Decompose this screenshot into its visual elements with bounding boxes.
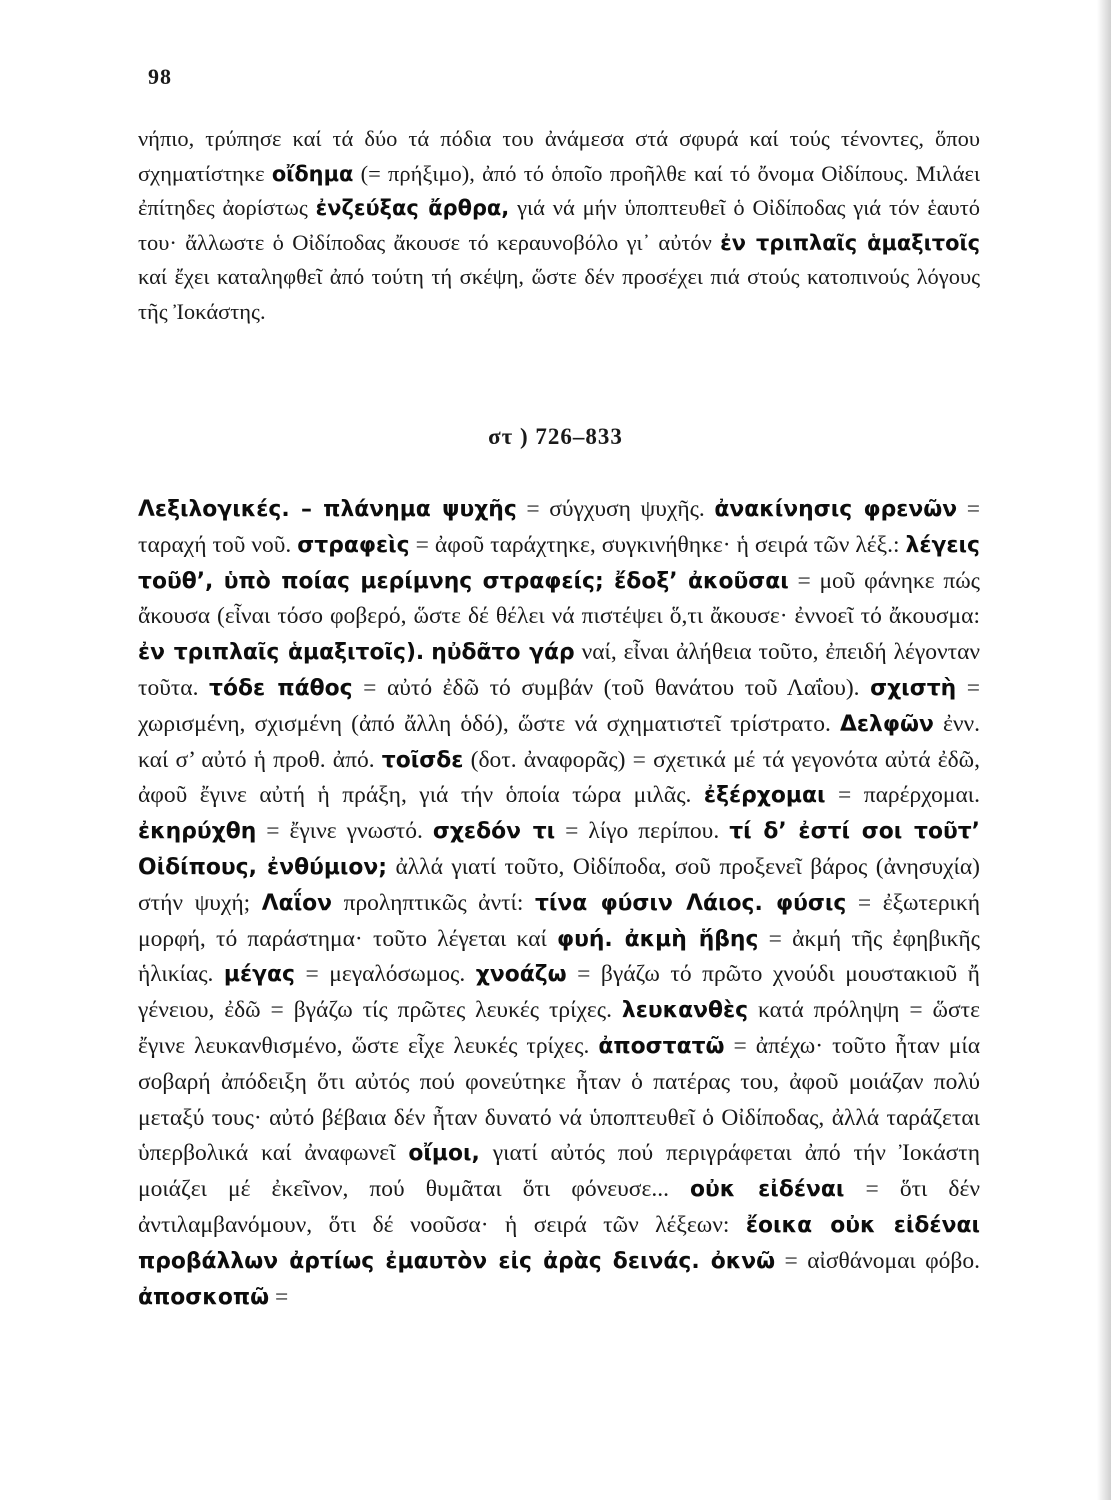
section-heading: στ ) 726–833 bbox=[488, 424, 623, 449]
gloss-text: = μοῦ φάνηκε πώς ἄκουσα (εἶναι τόσο φοβερό, ὥστε δέ θέλει νά πιστέψει ὅ,τι ἄκουσε· ἐννοεῖ τό ἄκουσμα: bbox=[138, 567, 980, 630]
page-edge-shadow bbox=[1097, 0, 1111, 1500]
gloss-text: = bbox=[269, 1283, 289, 1310]
lemma-term: μέγας bbox=[223, 962, 295, 988]
lemma-term: ἐν τριπλαῖς ἁμαξιτοῖς). bbox=[138, 640, 425, 666]
commentary-paragraph-1 bbox=[138, 122, 980, 329]
gloss-text: = ἐξωτερική μορφή, τό παράστημα· τοῦτο λέγεται καί bbox=[138, 889, 981, 952]
lemma-term: φυή. ἀκμὴ ἥβης bbox=[557, 926, 759, 952]
lemma-term: λευκανθὲς bbox=[621, 998, 749, 1024]
gloss-text: καί ἔχει καταληφθεῖ ἀπό τούτη τή σκέψη, ὥστε δέν προσέχει πιά στούς κατοπινούς λόγους τῆς Ἰοκάστης. bbox=[138, 264, 980, 324]
commentary-paragraph-2 bbox=[138, 492, 980, 1315]
gloss-text: = παρέρχομαι. bbox=[825, 782, 980, 809]
gloss-text: (= πρήξιμο), ἀπό τό ὁποῖο προῆλθε καί τό ὄνομα Οἰδίπους. Μιλάει ἐπίτηδες ἀορίστως bbox=[138, 160, 980, 220]
gloss-text: = αἰσθάνομαι φόβο. bbox=[775, 1247, 980, 1274]
page-number: 98 bbox=[148, 64, 172, 89]
lemma-term: ἐν τριπλαῖς ἁμαξιτοῖς bbox=[720, 230, 980, 255]
gloss-text: = λίγο περίπου. bbox=[555, 818, 730, 845]
gloss-text: = ἀφοῦ ταράχτηκε, συγκινήθηκε· ἡ σειρά τῶν λέξ.: bbox=[409, 531, 906, 558]
lemma-term: οἴδημα bbox=[271, 161, 354, 186]
lemma-term: Λεξιλογικές. – πλάνημα ψυχῆς bbox=[138, 497, 517, 522]
lemma-term: τόδε πάθος bbox=[209, 675, 353, 701]
gloss-text: κατά πρόληψη = ὥστε ἔγινε λευκανθισμένο, ὥστε εἶχε λευκές τρίχες. bbox=[138, 997, 980, 1059]
lemma-term: τί δ’ ἐστί σοι τοῦτ’ Οἰδίπους, ἐνθύμιον; bbox=[138, 819, 980, 880]
gloss-text: γιά νά μήν ὑποπτευθεῖ ὁ Οἰδίποδας γιά τόν ἑαυτό του· ἄλλωστε ὁ Οἰδίποδας ἄκουσε τό κεραυνοβόλο γι᾽ αὐτόν bbox=[138, 195, 980, 255]
gloss-text: = βγάζω τό πρῶτο χνούδι μουστακιοῦ ἤ γένειου, ἐδῶ = βγάζω τίς πρῶτες λευκές τρίχες. bbox=[138, 961, 980, 1024]
lemma-term: λέγεις τοῦθ’, ὑπὸ ποίας μερίμνης στραφείς; ἔδοξ’ ἀκοῦσαι bbox=[138, 532, 980, 594]
lemma-term: οἴμοι, bbox=[408, 1141, 480, 1167]
gloss-text: = μεγαλόσωμος. bbox=[294, 961, 476, 988]
lemma-term: οὐκ εἰδέναι bbox=[690, 1177, 845, 1203]
gloss-text: γιατί αὐτός πού περιγράφεται ἀπό τήν Ἰοκάστη μοιάζει μέ ἐκεῖνον, πού θυμᾶται ὅτι φόνευσε... bbox=[138, 1140, 981, 1203]
lemma-term: Λαΐον bbox=[261, 890, 333, 916]
gloss-text: = ἀπέχω· τοῦτο ἦταν μία σοβαρή ἀπόδειξη ὅτι αὐτός πού φονεύτηκε ἦταν ὁ πατέρας του, ἀφοῦ μοιάζαν πολύ μεταξύ τους· αὐτό βέβαια δέν ἦταν δυνατό νά ὑποπτευθεῖ ὁ Οἰδίποδας, ἀλλά ταράζεται ὑπερβολικά καί ἀναφωνεῖ bbox=[138, 1032, 981, 1167]
gloss-text: = αὐτό ἐδῶ τό συμβάν (τοῦ θανάτου τοῦ Λαΐου). bbox=[352, 674, 871, 701]
lemma-term: σχιστὴ bbox=[870, 675, 957, 701]
lemma-term: ἐκηρύχθη bbox=[138, 819, 257, 845]
gloss-text: (δοτ. ἀναφορᾶς) = σχετικά μέ τά γεγονότα αὐτά ἐδῶ, ἀφοῦ ἔγινε αὐτή ἡ πράξη, γιά τήν ὁποία τώρα μιλᾶς. bbox=[138, 746, 980, 809]
lemma-term: τοῖσδε bbox=[381, 747, 464, 773]
lemma-term: ἀποστατῶ bbox=[598, 1033, 725, 1059]
gloss-text: ἀλλά γιατί τοῦτο, Οἰδίποδα, σοῦ προξενεῖ βάρος (ἀνησυχία) στήν ψυχή; bbox=[138, 853, 980, 916]
gloss-text: νήπιο, τρύπησε καί τά δύο τά πόδια του ἀνάμεσα στά σφυρά καί τούς τένοντες, ὅπου σχηματίστηκε bbox=[138, 126, 980, 186]
gloss-text: = χωρισμένη, σχισμένη (ἀπό ἄλλη ὁδό), ὥστε νά σχηματιστεῖ τρίστρατο. bbox=[138, 674, 980, 737]
lemma-term: ἐνζεύξας ἄρθρα, bbox=[315, 196, 510, 220]
gloss-text: ναί, εἶναι ἀλήθεια τοῦτο, ἐπειδή λέγονταν τοῦτα. bbox=[138, 639, 981, 701]
gloss-text: προληπτικῶς ἀντί: bbox=[332, 889, 535, 916]
lemma-term: ηὐδᾶτο γάρ bbox=[431, 640, 575, 666]
gloss-text: = ταραχή τοῦ νοῦ. bbox=[138, 496, 980, 558]
gloss-text: = ἀκμή τῆς ἐφηβικῆς ἡλικίας. bbox=[138, 925, 980, 988]
gloss-text: = ἔγινε γνωστό. bbox=[256, 818, 433, 845]
lemma-term: στραφεὶς bbox=[297, 532, 410, 558]
gloss-text: = ὅτι δέν ἀντιλαμβανόμουν, ὅτι δέ νοοῦσα· ἡ σειρά τῶν λέξεων: bbox=[138, 1176, 980, 1238]
lemma-term: ἀποσκοπῶ bbox=[138, 1284, 270, 1310]
gloss-text: = σύγχυση ψυχῆς. bbox=[516, 496, 715, 522]
lemma-term: ἀνακίνησις φρενῶν bbox=[714, 497, 958, 522]
lemma-term: ἐξέρχομαι bbox=[703, 783, 826, 809]
lemma-term: Δελφῶν bbox=[839, 711, 934, 737]
gloss-text: ἐνν. καί σ’ αὐτό ἡ προθ. ἀπό. bbox=[138, 710, 980, 773]
lemma-term: σχεδόν τι bbox=[432, 819, 556, 845]
lemma-term: τίνα φύσιν Λάιος. φύσις bbox=[534, 890, 847, 916]
lemma-term: χνοάζω bbox=[475, 962, 567, 988]
lemma-term: ἔοικα οὐκ εἰδέναι προβάλλων ἀρτίως ἐμαυτὸν εἰς ἀρὰς δεινάς. ὀκνῶ bbox=[138, 1212, 980, 1274]
